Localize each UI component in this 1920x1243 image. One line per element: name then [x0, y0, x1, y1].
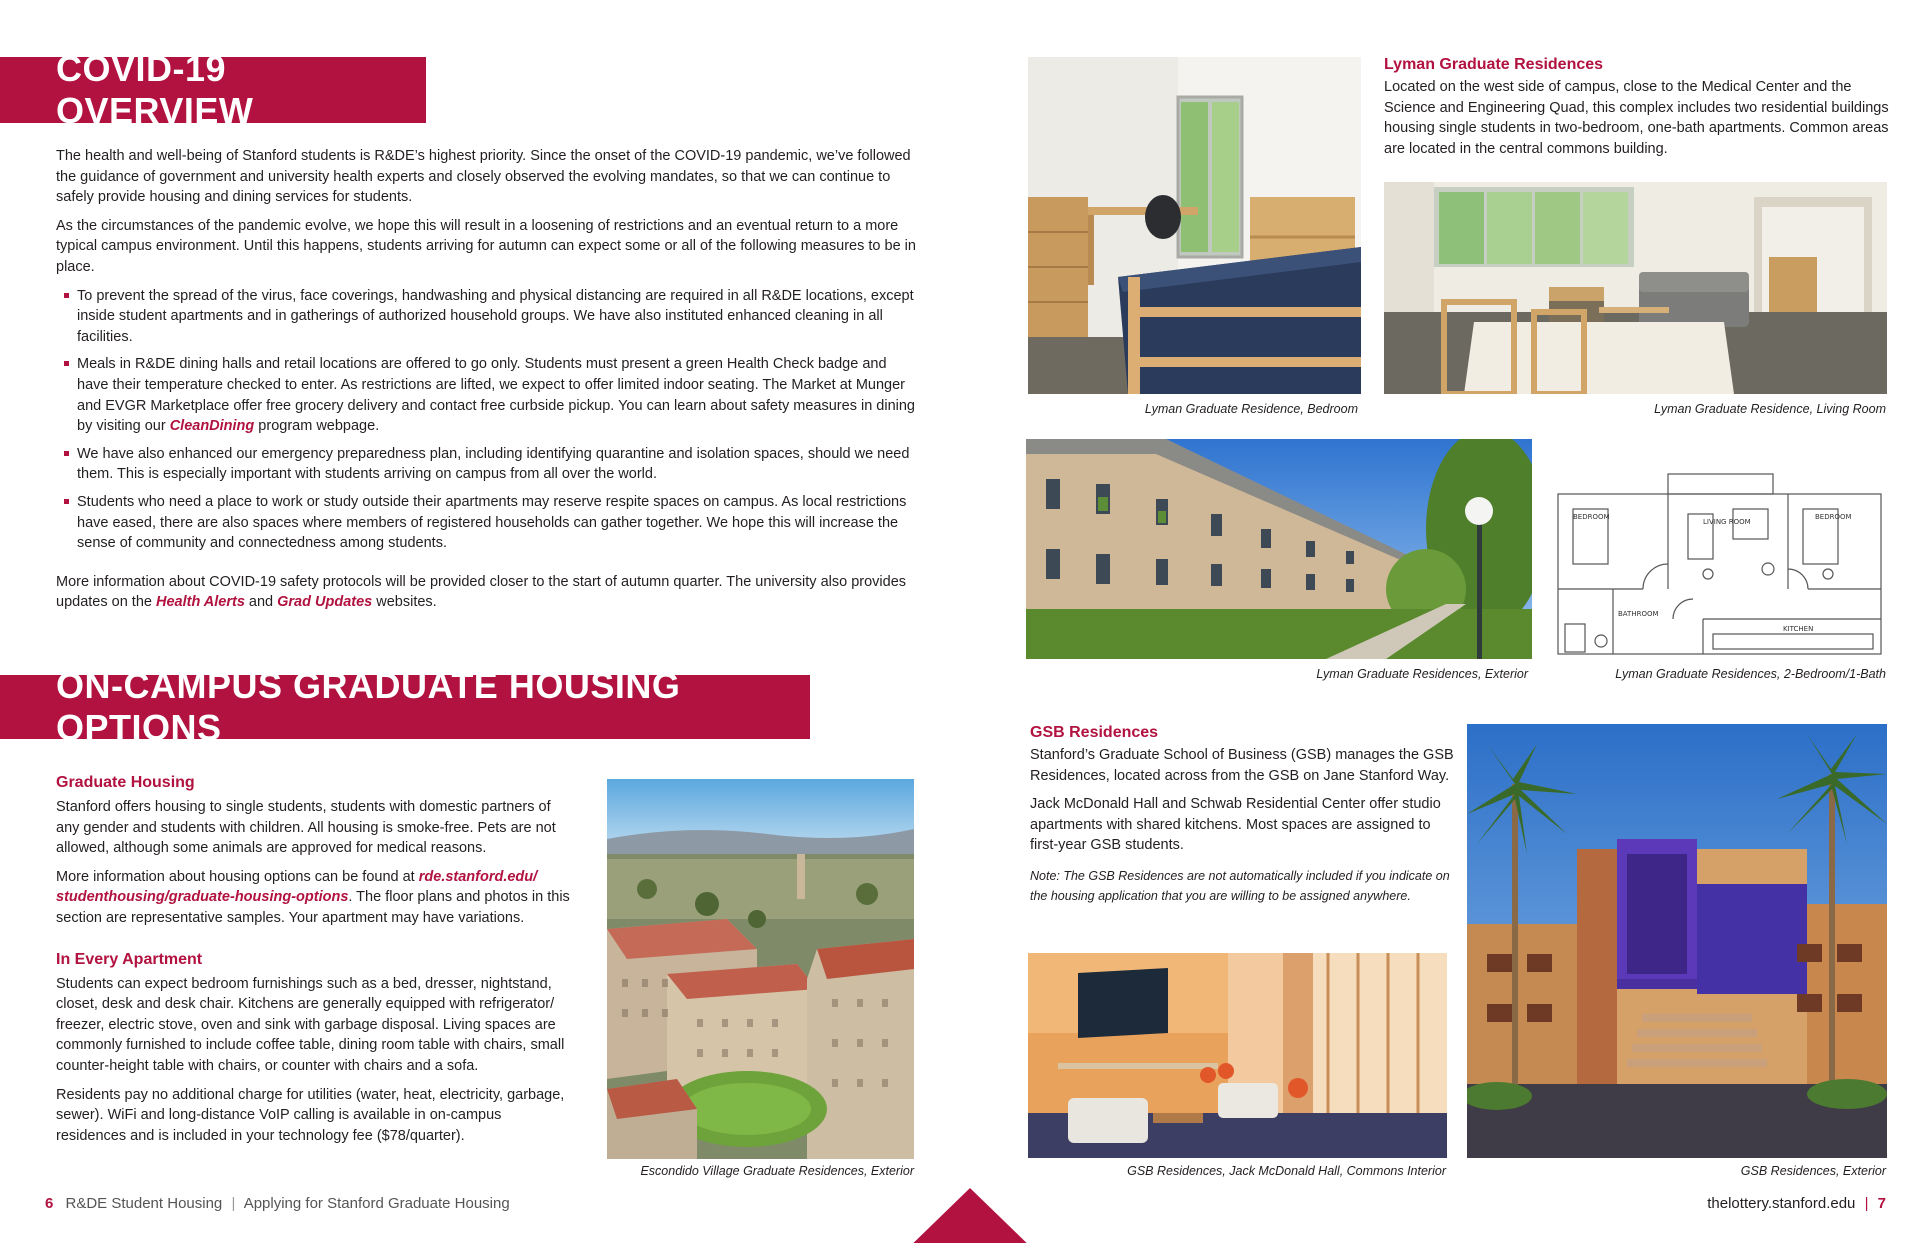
- covid-bullet-4: Students who need a place to work or study outside their apartments may reserve respite spaces on campus. As local restrictions have eased, there are also spaces where members of registered households can gather together. We hope this will increase the sense of community and connectedness among students.: [56, 492, 916, 554]
- floorplan-bathroom-label: BATHROOM: [1618, 610, 1659, 618]
- covid-overview-banner: [0, 48, 426, 131]
- escondido-caption: Escondido Village Graduate Residences, Exterior: [640, 1164, 914, 1178]
- gsb-paragraph-2: Jack McDonald Hall and Schwab Residential Center offer studio apartments with shared kitchens. Most spaces are assigned to first-year GSB students.: [1030, 796, 1441, 854]
- lyman-bedroom-caption: Lyman Graduate Residence, Bedroom: [1144, 402, 1358, 416]
- footer-separator-right: |: [1864, 1195, 1869, 1212]
- gsb-exterior-photo: [1467, 724, 1887, 1158]
- covid-p3-text: More information about COVID-19 safety protocols will be provided closer to the start of autumn quarter. The university also provides updates on the: [56, 573, 907, 611]
- gsb-heading: GSB Residences: [1030, 724, 1159, 741]
- covid-measures-list: [56, 286, 916, 554]
- covid-overview-title: COVID-19 OVERVIEW: [56, 48, 254, 131]
- lyman-heading: Lyman Graduate Residences: [1384, 56, 1604, 73]
- page-number-left: 6: [45, 1195, 54, 1212]
- lyman-bedroom-photo: [1028, 57, 1361, 394]
- gsb-commons-photo: [1028, 953, 1447, 1158]
- grad-updates-link[interactable]: Grad Updates: [277, 594, 373, 611]
- gsb-note: Note: The GSB Residences are not automatically included if you indicate on the housing application that you are willing to be assigned anywhere.: [1030, 868, 1450, 903]
- covid-p3-tail: websites.: [372, 594, 437, 611]
- footer-right: [1707, 1195, 1886, 1212]
- lyman-paragraph: Located on the west side of campus, close to the Medical Center and the Science and Engineering Quad, this complex includes two residential buildings housing single students in two-bedroom, one-bath apartments. Common areas are located in the central commons building.: [1384, 79, 1889, 157]
- gsb-description: [1030, 722, 1455, 914]
- covid-p3-and: and: [244, 594, 278, 611]
- escondido-village-photo: [607, 779, 914, 1159]
- covid-body: [56, 146, 916, 621]
- covid-bullet-2-tail: program webpage.: [254, 418, 380, 435]
- covid-bullet-3: We have also enhanced our emergency preparedness plan, including identifying quarantine and isolation spaces, should we need them. This is especially important with students arriving on campus from all over the world.: [56, 444, 916, 485]
- footer-left: [45, 1195, 510, 1212]
- lyman-floor-plan-caption: Lyman Graduate Residences, 2-Bedroom/1-Bath: [1615, 667, 1886, 681]
- graduate-housing-section: [56, 772, 572, 1154]
- covid-paragraph-3: [56, 572, 916, 613]
- covid-bullet-1: To prevent the spread of the virus, face coverings, handwashing and physical distancing are required in all R&DE locations, except inside student apartments and in gatherings of authorized household groups. We have also instituted enhanced cleaning in all facilities.: [56, 286, 916, 348]
- lottery-website-link[interactable]: thelottery.stanford.edu: [1707, 1195, 1856, 1212]
- housing-options-link[interactable]: rde.stanford.edu/ studenthousing/graduate-housing-options: [56, 868, 538, 906]
- footer-publication: R&DE Student Housing: [65, 1195, 223, 1212]
- covid-paragraph-1: The health and well-being of Stanford students is R&DE’s highest priority. Since the onset of the COVID-19 pandemic, we’ve followed the guidance of government and university health experts and closely observed the evolving mandates, so that we can continue to safely provide housing and dining services for students.: [56, 148, 911, 206]
- lyman-exterior-photo: [1026, 439, 1532, 659]
- graduate-housing-heading: Graduate Housing: [56, 774, 195, 791]
- every-apartment-paragraph-2: Residents pay no additional charge for utilities (water, heat, electricity, garbage, sewer). WiFi and long-distance VoIP calling is available in on-campus residences and is included in your technology fee ($78/quarter).: [56, 1086, 565, 1144]
- grad-p2-tail: . The floor plans and photos in this section are representative samples. Your apartment may have variations.: [56, 889, 570, 926]
- floorplan-living-room-label: LIVING ROOM: [1703, 518, 1751, 526]
- lyman-living-room-caption: Lyman Graduate Residence, Living Room: [1654, 402, 1886, 416]
- floorplan-kitchen-label: KITCHEN: [1783, 625, 1814, 633]
- center-triangle-decoration: [900, 1188, 1040, 1243]
- footer-separator-left: |: [231, 1195, 236, 1212]
- gsb-exterior-caption: GSB Residences, Exterior: [1740, 1164, 1886, 1178]
- cleandining-link[interactable]: CleanDining: [169, 418, 255, 435]
- lyman-floor-plan: [1553, 469, 1886, 659]
- housing-options-title: ON-CAMPUS GRADUATE HOUSING OPTIONS: [56, 665, 681, 748]
- page-number-right: 7: [1877, 1195, 1886, 1212]
- graduate-housing-paragraph-1: Stanford offers housing to single students, students with domestic partners of any gender and students with children. All housing is smoke-free. Pets are not allowed, although some animals are approved for medical reasons.: [56, 799, 556, 857]
- gsb-paragraph-1: Stanford’s Graduate School of Business (GSB) manages the GSB Residences, located across from the GSB on Jane Stanford Way.: [1030, 747, 1454, 784]
- health-alerts-link[interactable]: Health Alerts: [155, 594, 245, 611]
- graduate-housing-paragraph-2: [56, 867, 572, 929]
- lyman-description: [1384, 54, 1894, 167]
- covid-bullet-2: [56, 354, 916, 436]
- footer-section: Applying for Stanford Graduate Housing: [243, 1195, 510, 1212]
- lyman-living-room-photo: [1384, 182, 1887, 394]
- covid-bullet-2-text: Meals in R&DE dining halls and retail locations are offered to go only. Students must present a green Health Check badge and have their temperature checked to enter. As restrictions are lifted, we expect to offer limited indoor seating. The Market at Munger and EVGR Marketplace offer free grocery delivery and contact free curbside pickup. You can learn about safety measures in dining by visiting our: [77, 356, 915, 435]
- every-apartment-paragraph-1: Students can expect bedroom furnishings such as a bed, dresser, nightstand, closet, desk and desk chair. Kitchens are generally equipped with refrigerator/ freezer, electric stove, oven and sink with garbage disposal. Living spaces are commonly furnished to include coffee table, dining room table with chairs, small counter-height table with chairs, or counter with chairs and a sofa.: [56, 975, 565, 1074]
- grad-p2-text: More information about housing options can be found at: [56, 868, 419, 885]
- lyman-exterior-caption: Lyman Graduate Residences, Exterior: [1316, 667, 1528, 681]
- covid-paragraph-2: As the circumstances of the pandemic evolve, we hope this will result in a loosening of restrictions and an eventual return to a more typical campus environment. Until this happens, students arriving for autumn can expect some or all of the following measures to be in place.: [56, 217, 916, 275]
- gsb-commons-caption: GSB Residences, Jack McDonald Hall, Commons Interior: [1127, 1164, 1446, 1178]
- housing-options-banner: [0, 665, 810, 748]
- floorplan-bedroom-right-label: BEDROOM: [1815, 513, 1852, 521]
- floorplan-bedroom-left-label: BEDROOM: [1573, 513, 1610, 521]
- every-apartment-heading: In Every Apartment: [56, 950, 203, 968]
